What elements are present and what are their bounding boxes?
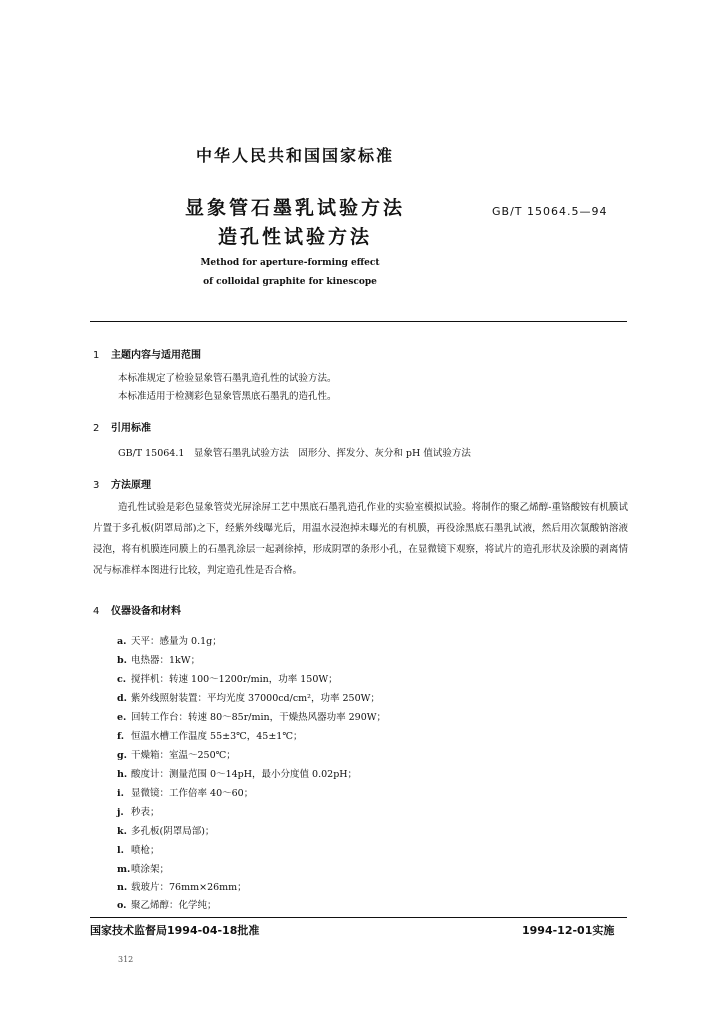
- item-letter: m.: [117, 864, 131, 875]
- item-text: 天平：感量为 0.1g；: [131, 636, 222, 647]
- item-text: 紫外线照射装置：平均光度 37000cd/cm²，功率 250W；: [131, 693, 380, 704]
- item-letter: l.: [117, 845, 124, 856]
- item-letter: i.: [117, 788, 124, 799]
- item-text: 恒温水槽工作温度 55±3℃，45±1℃；: [131, 731, 303, 742]
- item-text: 喷枪；: [131, 845, 160, 856]
- header-divider: [90, 321, 627, 322]
- section-2-heading: [93, 419, 151, 434]
- item-letter: k.: [117, 826, 127, 837]
- list-item: [117, 766, 357, 780]
- item-letter: j.: [117, 807, 124, 818]
- item-text: 秒表；: [131, 807, 160, 818]
- item-text: 聚乙烯醇：化学纯；: [131, 900, 217, 911]
- item-letter: e.: [117, 712, 127, 723]
- item-text: 显微镜：工作倍率 40～60；: [131, 788, 254, 799]
- implementation-date: 1994-12-01实施: [522, 924, 615, 937]
- standard-title-line2: 造孔性试验方法: [217, 226, 372, 248]
- section-number: 2: [93, 423, 100, 434]
- english-title-line1: Method for aperture-forming effect: [200, 258, 380, 268]
- footer-divider: [90, 917, 627, 918]
- item-letter: c.: [117, 674, 127, 685]
- list-item: [117, 879, 247, 893]
- item-text: 搅拌机：转速 100～1200r/min，功率 150W；: [131, 674, 338, 685]
- item-letter: f.: [117, 731, 125, 742]
- approval-date: 国家技术监督局1994-04-18批准: [90, 924, 260, 937]
- list-item: [117, 690, 380, 704]
- item-letter: n.: [117, 882, 128, 893]
- section-3-paragraph: 造孔性试验是彩色显象管荧光屏涂屏工艺中黑底石墨乳造孔作业的实验室模拟试验。将制作的聚乙烯醇-重铬酸铵有机膜试片置于多孔板(阴罩局部)之下，经紫外线曝光后，用温水浸泡掉未曝光的有机膜，再役涂黑底石墨乳试液，然后用次氯酸钠溶液浸泡，将有机膜连同膜上的石墨乳涂层一起剥徐掉，形成阴罩的条形小孔，在显微镜下观察，将试片的造孔形状及涂膜的剥离情况与标准样本图进行比较，判定造孔性是否合格。: [93, 502, 628, 576]
- section-title: 方法原理: [111, 480, 151, 491]
- list-item: [117, 897, 217, 911]
- list-item: [117, 785, 253, 799]
- item-text: 回转工作台：转速 80～85r/min，干燥热风器功率 290W；: [131, 712, 387, 723]
- item-text: 多孔板(阴罩局部)；: [131, 826, 215, 837]
- item-letter: b.: [117, 655, 127, 666]
- item-letter: a.: [117, 636, 127, 647]
- item-letter: d.: [117, 693, 127, 704]
- list-item: [117, 747, 236, 761]
- section-4-heading: [93, 602, 181, 617]
- standard-code: GB/T 15064.5—94: [492, 205, 608, 218]
- section-number: 4: [93, 606, 100, 617]
- standard-title-line1: 显象管石墨乳试验方法: [184, 197, 405, 219]
- section-2-line-1: GB/T 15064.1 显象管石墨乳试验方法 固形分、挥发分、灰分和 pH 值试验方法: [118, 448, 471, 459]
- section-1-heading: [93, 346, 201, 361]
- item-text: 喷涂架；: [131, 864, 170, 875]
- section-title: 引用标准: [111, 423, 151, 434]
- list-item: [117, 728, 302, 742]
- section-number: 3: [93, 480, 100, 491]
- list-item: [117, 671, 338, 685]
- section-title: 主题内容与适用范围: [111, 350, 201, 361]
- list-item: [117, 652, 200, 666]
- item-text: 酸度计：测量范围 0～14pH，最小分度值 0.02pH；: [131, 769, 358, 780]
- page-number: 312: [118, 955, 134, 964]
- section-title: 仪器设备和材料: [111, 606, 181, 617]
- list-item: [117, 633, 222, 647]
- item-text: 载玻片：76mm×26mm；: [131, 882, 247, 893]
- list-item: [117, 842, 160, 856]
- item-letter: h.: [117, 769, 128, 780]
- item-letter: g.: [117, 750, 127, 761]
- list-item: [117, 861, 169, 875]
- list-item: [117, 804, 160, 818]
- section-1-line-2: 本标准适用于检测彩色显象管黑底石墨乳的造孔性。: [118, 391, 337, 402]
- section-3-heading: [93, 476, 151, 491]
- national-standard-heading: 中华人民共和国国家标准: [195, 146, 394, 165]
- section-1-line-1: 本标准规定了检验显象管石墨乳造孔性的试验方法。: [118, 373, 337, 384]
- list-item: [117, 709, 386, 723]
- section-number: 1: [93, 350, 100, 361]
- item-text: 电热器：1kW；: [131, 655, 201, 666]
- item-text: 干燥箱：室温～250℃；: [131, 750, 236, 761]
- list-item: [117, 823, 214, 837]
- english-title-line2: of colloidal graphite for kinescope: [203, 277, 377, 287]
- item-letter: o.: [117, 900, 127, 911]
